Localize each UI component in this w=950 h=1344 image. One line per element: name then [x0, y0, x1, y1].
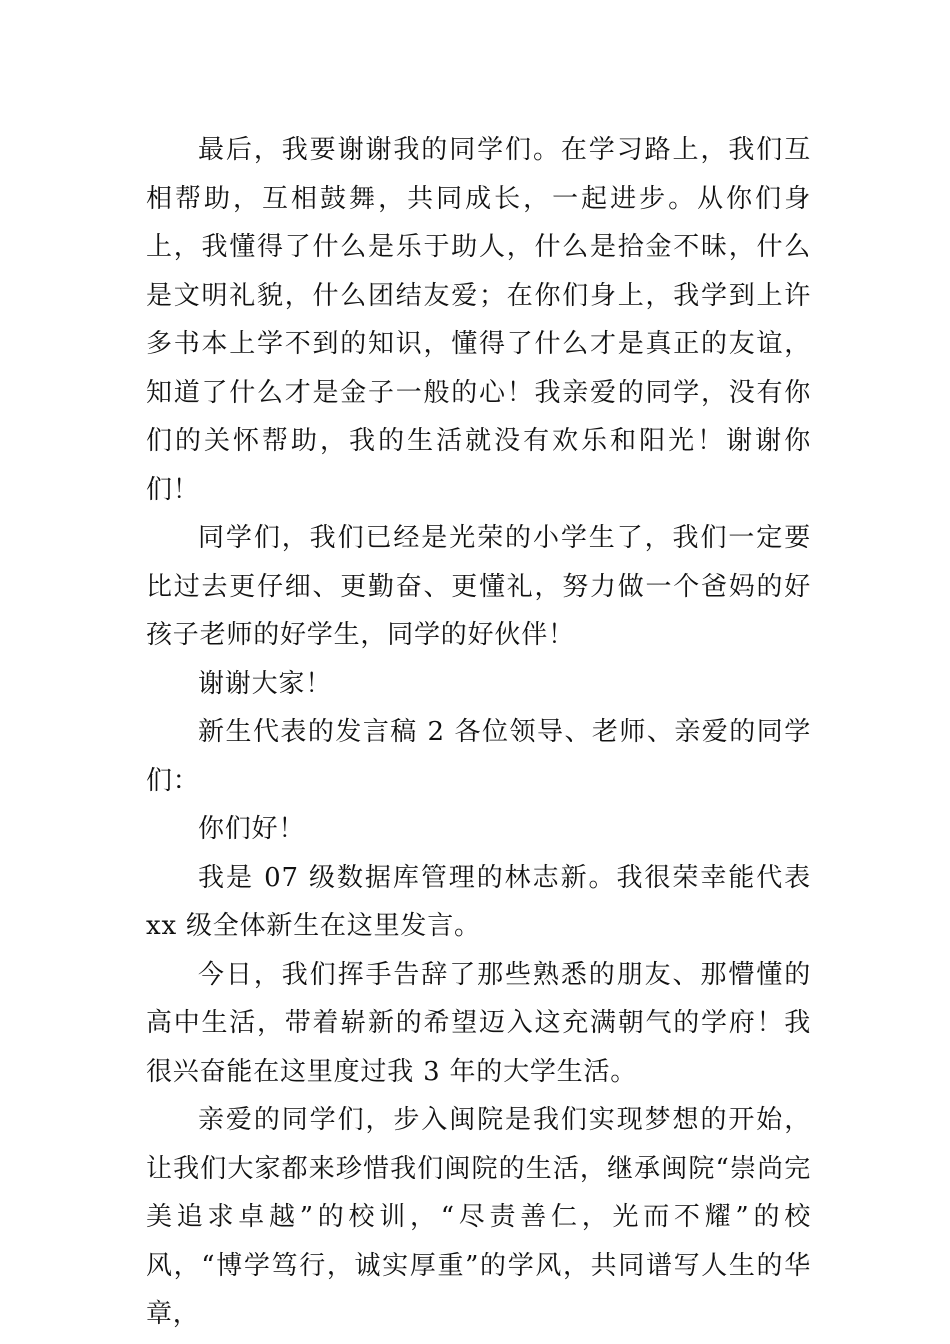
paragraph-resolution: 同学们，我们已经是光荣的小学生了，我们一定要比过去更仔细、更勤奋、更懂礼，努力做一个爸妈的好孩子老师的好学生，同学的好伙伴！: [146, 523, 811, 650]
paragraph-thank-everyone: 谢谢大家！: [198, 668, 333, 699]
paragraph-greeting: 你们好！: [198, 814, 306, 844]
document-body: [146, 126, 811, 1339]
paragraph-school-motto: 亲爱的同学们，步入闽院是我们实现梦想的开始，让我们大家都来珍惜我们闽院的生活，继承闽院“崇尚完美追求卓越”的校训，“尽责善仁，光而不耀”的校风，“博学笃行，诚实厚重”的学风，共同谱写人生的华章，: [146, 1105, 811, 1329]
paragraph-thanks-classmates: 最后，我要谢谢我的同学们。在学习路上，我们互相帮助，互相鼓舞，共同成长，一起进步。从你们身上，我懂得了什么是乐于助人，什么是拾金不昧，什么是文明礼貌，什么团结友爱；在你们身上，我学到上许多书本上学不到的知识，懂得了什么才是真正的友谊，知道了什么才是金子一般的心！我亲爱的同学，没有你们的关怀帮助，我的生活就没有欢乐和阳光！谢谢你们！: [146, 135, 811, 505]
paragraph-speech-heading: 新生代表的发言稿 2 各位领导、老师、亲爱的同学们：: [146, 717, 811, 796]
paragraph-farewell-high-school: 今日，我们挥手告辞了那些熟悉的朋友、那懵懂的高中生活，带着崭新的希望迈入这充满朝气的学府！我很兴奋能在这里度过我 3 年的大学生活。: [146, 959, 811, 1087]
paragraph-self-introduction: 我是 07 级数据库管理的林志新。我很荣幸能代表 xx 级全体新生在这里发言。: [146, 862, 811, 941]
